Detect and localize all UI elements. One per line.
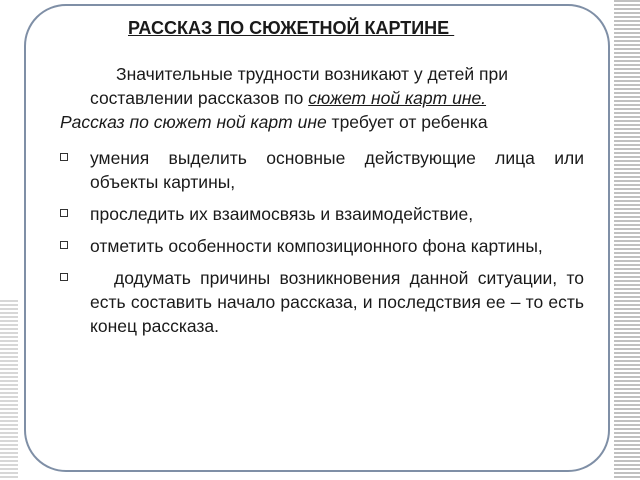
square-bullet-icon: [60, 153, 68, 161]
list-item-text: проследить их взаимосвязь и взаимодействие,: [90, 204, 474, 224]
list-item: [60, 146, 584, 194]
list-item: [60, 234, 584, 258]
intro-line-3-italic: Рассказ по сюжет ной карт ине: [60, 112, 327, 132]
list-item: [60, 202, 584, 226]
slide-title: РАССКАЗ ПО СЮЖЕТНОЙ КАРТИНЕ: [128, 18, 455, 38]
intro-line-1: Значительные трудности возникают у детей при: [116, 64, 508, 84]
list-item-text: отметить особенности композиционного фона картины,: [90, 236, 543, 256]
intro-line-2-text: составлении рассказов по: [90, 88, 309, 108]
list-item-text: умения выделить основные действующие лица или объекты картины,: [90, 148, 584, 192]
intro-line-2: [60, 86, 590, 110]
list-item-text: додумать причины возникновения данной ситуации, то есть составить начало рассказа, и последствия ее – то есть конец рассказа.: [90, 268, 584, 336]
intro-emphasis-link: сюжет ной карт ине.: [308, 88, 487, 108]
intro-line-3: [60, 110, 590, 134]
square-bullet-icon: [60, 273, 68, 281]
square-bullet-icon: [60, 209, 68, 217]
intro-paragraph: [60, 62, 590, 134]
square-bullet-icon: [60, 241, 68, 249]
list-item: [60, 266, 584, 338]
intro-line-3-text: требует от ребенка: [326, 112, 488, 132]
bullet-list: [60, 146, 584, 346]
decorative-stripes-right: [614, 0, 640, 480]
decorative-stripes-left: [0, 300, 18, 480]
